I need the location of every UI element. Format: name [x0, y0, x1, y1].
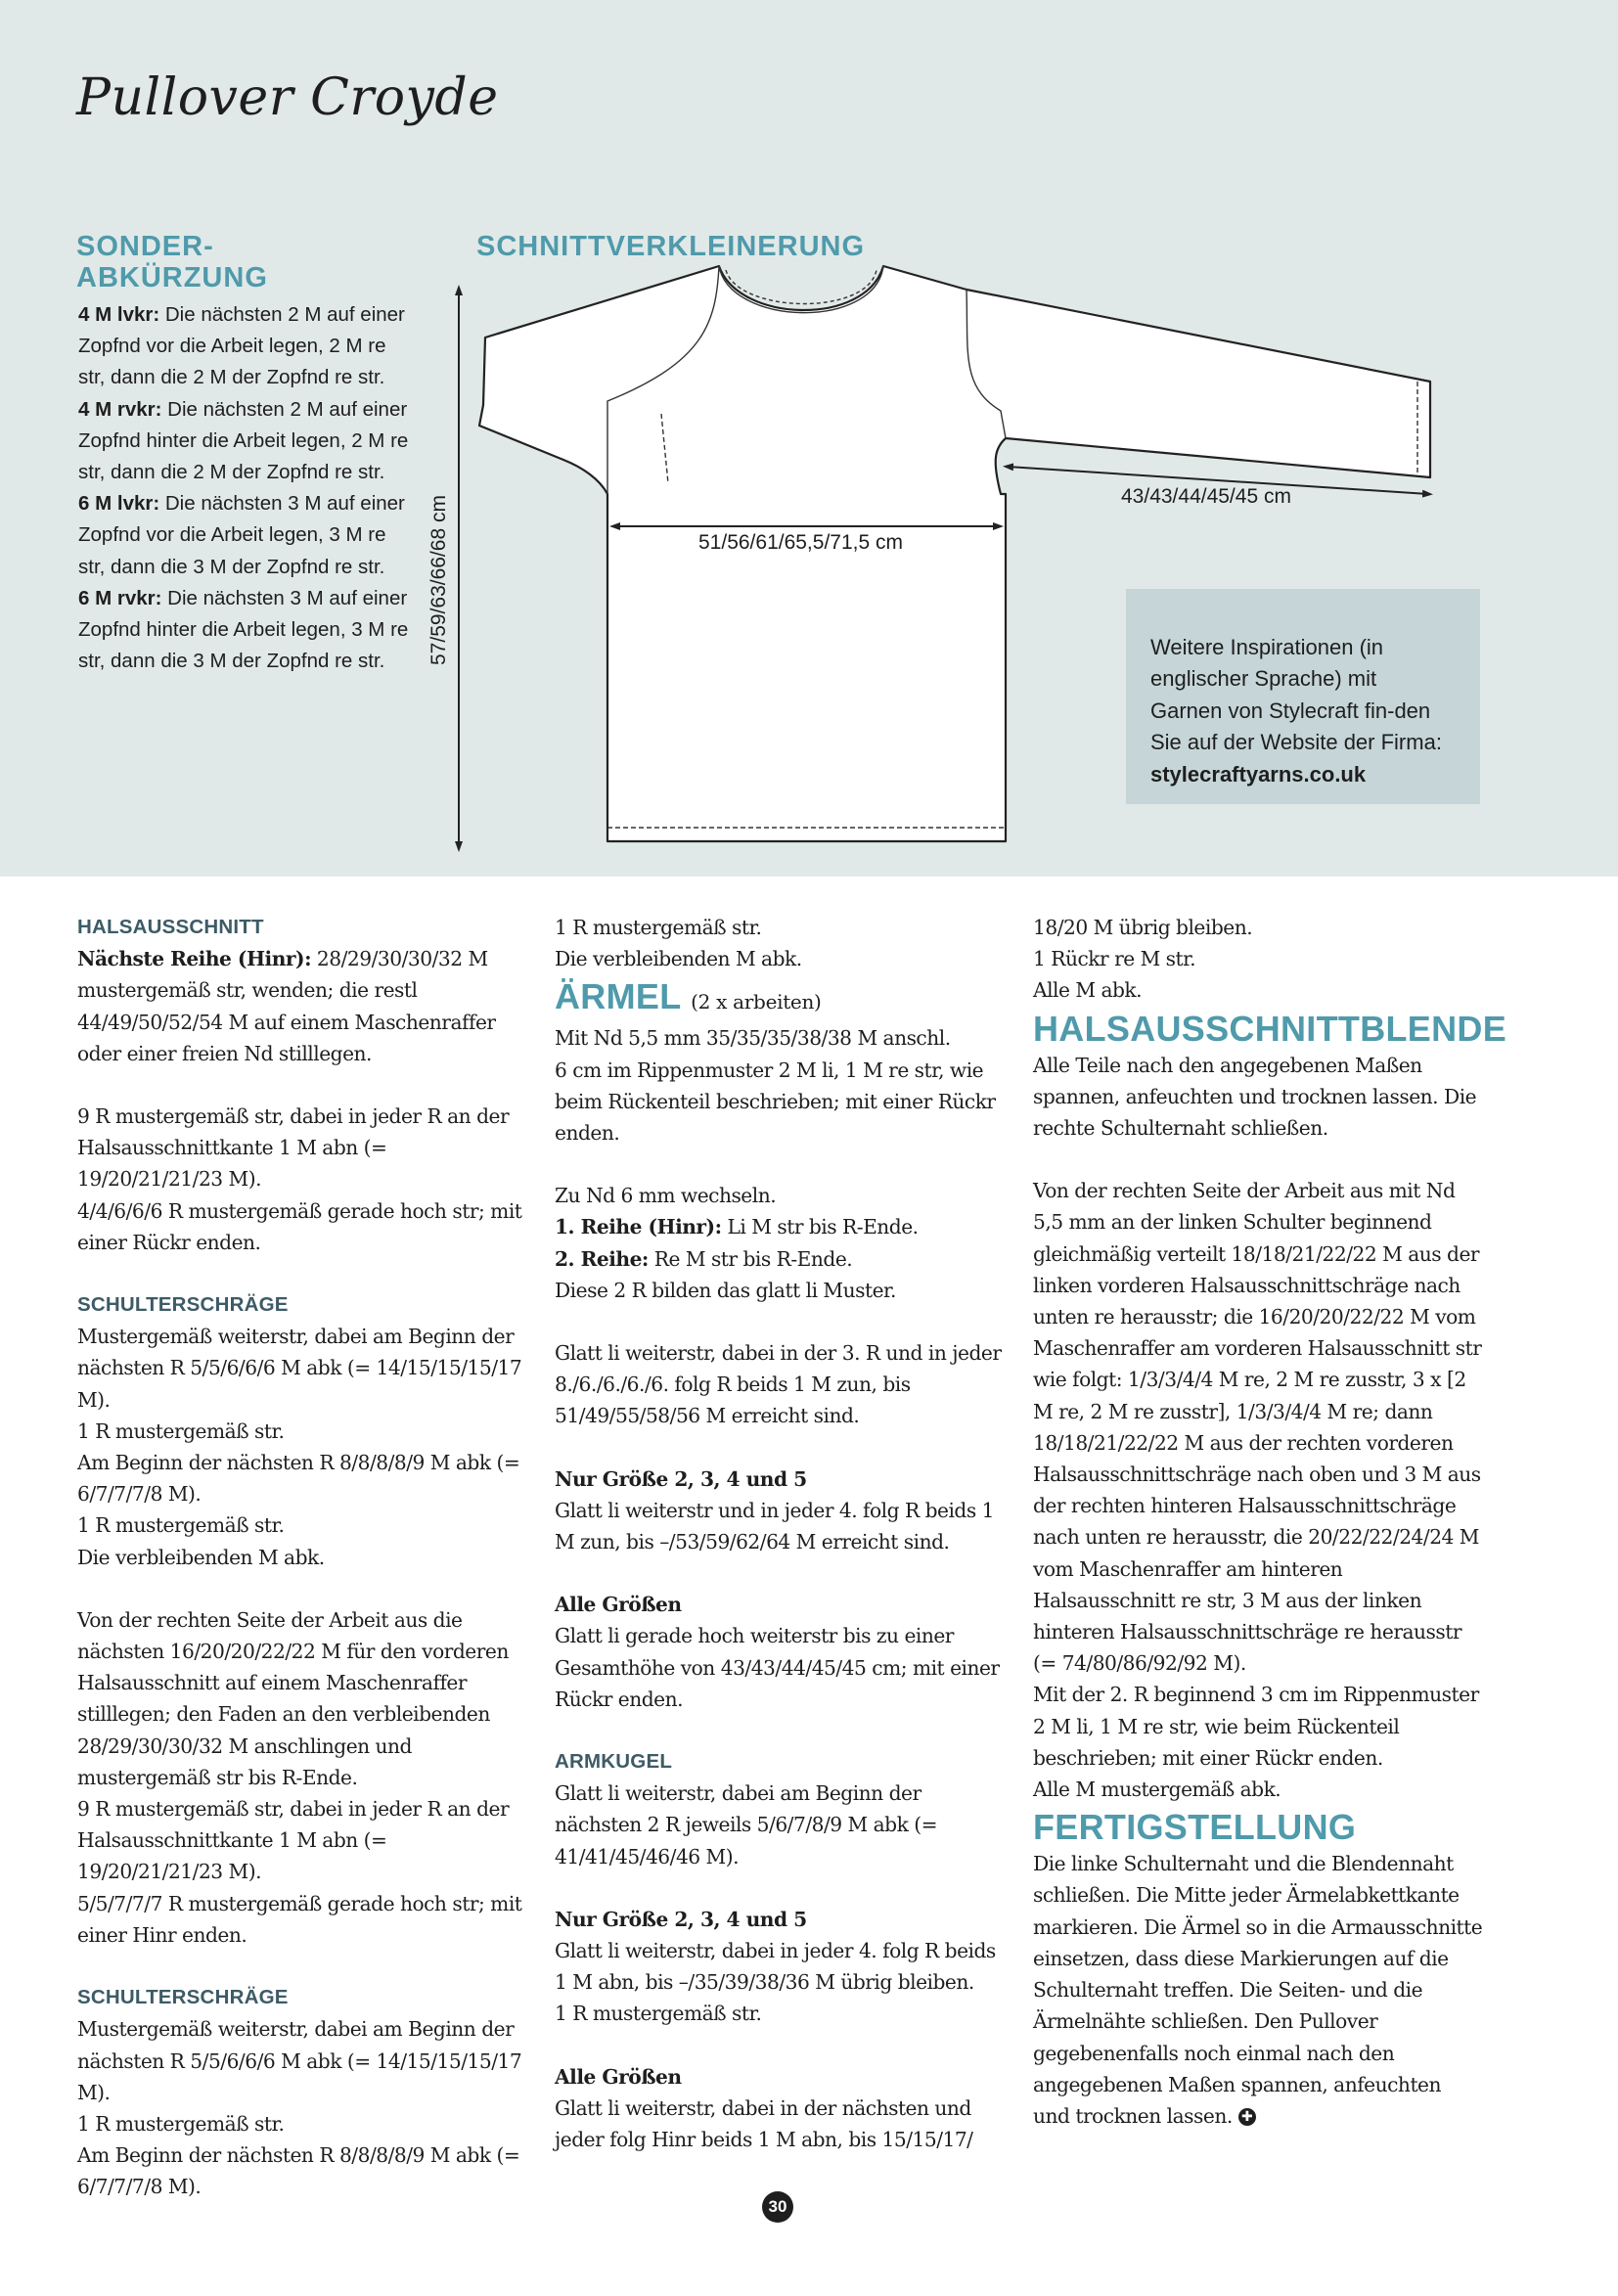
paragraph: Glatt li weiterstr und in jeder 4. folg R beids 1 M zun, bis –/53/59/62/64 M erreicht sind.: [555, 1498, 994, 1554]
promo-box: [1126, 589, 1480, 804]
paragraph: 9 R mustergemäß str, dabei in jeder R an der Halsausschnittkante 1 M abn (= 19/20/21/21/23 M).: [77, 1104, 510, 1192]
paragraph: 1 Rückr re M str.: [1033, 947, 1195, 971]
size-note: Nur Größe 2, 3, 4 und 5: [555, 1466, 807, 1491]
paragraph: 1. Reihe (Hinr): Li M str bis R-Ende.: [555, 1215, 919, 1239]
paragraph: Mustergemäß weiterstr, dabei am Beginn der nächsten R 5/5/6/6/6 M abk (= 14/15/15/15/17 M).: [77, 2017, 522, 2104]
end-of-pattern-icon: ✚: [1238, 2108, 1256, 2126]
abbreviation-term: 6 M lvkr:: [78, 492, 160, 516]
paragraph: Glatt li weiterstr, dabei in der 3. R und in jeder 8./6./6./6./6. folg R beids 1 M zun, bis 51/49/55/58/56 M erreicht sind.: [555, 1341, 1002, 1428]
paragraph: 1 R mustergemäß str.: [555, 916, 762, 939]
section-heading-neckband: HALSAUSSCHNITTBLENDE: [1033, 1008, 1507, 1049]
paragraph: Glatt li gerade hoch weiterstr bis zu einer Gesamthöhe von 43/43/44/45/45 cm; mit einer Rückr enden.: [555, 1624, 1000, 1711]
paragraph: Mustergemäß weiterstr, dabei am Beginn der nächsten R 5/5/6/6/6 M abk (= 14/15/15/15/17 M).: [77, 1325, 522, 1412]
section-heading-finishing: FERTIGSTELLUNG: [1033, 1807, 1357, 1848]
paragraph: Alle Teile nach den angegebenen Maßen spannen, anfeuchten und trocknen lassen. Die rechte Schulternaht schließen.: [1033, 1053, 1477, 1141]
section-heading-shoulder: SCHULTERSCHRÄGE: [77, 1986, 289, 2009]
abbreviation-text: Die nächsten 3 M auf einer Zopfnd hinter die Arbeit legen, 3 M re str, dann die 3 M der Zopfnd re str.: [78, 586, 409, 673]
section-heading-shoulder: SCHULTERSCHRÄGE: [77, 1293, 289, 1317]
paragraph: 5/5/7/7/7 R mustergemäß gerade hoch str; mit einer Hinr enden.: [77, 1891, 522, 1947]
abbreviation-text: Die nächsten 2 M auf einer Zopfnd hinter die Arbeit legen, 2 M re str, dann die 2 M der Zopfnd re str.: [78, 397, 409, 484]
paragraph: Glatt li weiterstr, dabei in jeder 4. folg R beids 1 M abn, bis –/35/39/38/36 M übrig bleiben.: [555, 1939, 996, 1995]
length-label: 57/59/63/66/68 cm: [427, 495, 450, 665]
paragraph: 1 R mustergemäß str.: [77, 1513, 285, 1538]
section-heading-sleeve: ÄRMEL (2 x arbeiten): [555, 976, 822, 1017]
page-title: Pullover Croyde: [76, 68, 499, 127]
paragraph: 6 cm im Rippenmuster 2 M li, 1 M re str, wie beim Rückenteil beschrieben; mit einer Rückr enden.: [555, 1058, 996, 1146]
paragraph: Alle M abk.: [1033, 978, 1143, 1003]
paragraph: Zu Nd 6 mm wechseln.: [555, 1184, 777, 1208]
promo-link[interactable]: stylecraftyarns.co.uk: [1150, 761, 1367, 787]
abbreviation-term: 6 M rvkr:: [78, 586, 162, 609]
width-label: 51/56/61/65,5/71,5 cm: [698, 531, 903, 554]
abbreviation-text: Die nächsten 3 M auf einer Zopfnd vor die Arbeit legen, 3 M re str, dann die 3 M der Zopfnd re str.: [78, 492, 405, 578]
abbreviation-term: 4 M lvkr:: [78, 303, 160, 326]
section-heading-neck: HALSAUSSCHNITT: [77, 916, 264, 938]
page-number: 30: [762, 2191, 793, 2223]
column-2: [555, 912, 1005, 2155]
column-1: [77, 912, 527, 2203]
paragraph: Von der rechten Seite der Arbeit aus die nächsten 16/20/20/22/22 M für den vorderen Halsausschnitt auf einem Maschenraffer stilllegen; den Faden an den verbleibenden 28/29/30/30/32 M anschlingen und mustergemäß str bis R-Ende.: [77, 1607, 509, 1789]
paragraph: Die linke Schulternaht und die Blendennaht schließen. Die Mitte jeder Ärmelabkettkante markieren. Die Ärmel so in die Armausschnitte einsetzen, dass diese Markierungen auf die Schulternaht treffen. Die Seiten- und die Ärmelnähte schließen. Den Pullover gegebenenfalls noch einmal nach den angegebenen Maßen spannen, anfeuchten und trocknen lassen. ✚: [1033, 1852, 1483, 2128]
paragraph: Mit Nd 5,5 mm 35/35/35/38/38 M anschl.: [555, 1026, 951, 1051]
promo-text: Weitere Inspirationen (in englischer Sprache) mit Garnen von Stylecraft fin-den Sie auf der Website der Firma:: [1150, 635, 1442, 755]
size-note: Alle Größen: [555, 1593, 682, 1617]
paragraph: Die verbleibenden M abk.: [555, 947, 802, 971]
paragraph: Alle M mustergemäß abk.: [1033, 1778, 1281, 1802]
paragraph: 1 R mustergemäß str.: [555, 2002, 762, 2026]
column-3: [1033, 912, 1507, 2132]
paragraph: Die verbleibenden M abk.: [77, 1545, 325, 1569]
diagram-heading: SCHNITTVERKLEINERUNG: [476, 231, 866, 262]
paragraph: Diese 2 R bilden das glatt li Muster.: [555, 1278, 896, 1302]
paragraph: 2. Reihe: Re M str bis R-Ende.: [555, 1246, 853, 1271]
section-heading-cap: ARMKUGEL: [555, 1750, 673, 1774]
size-note: Alle Größen: [555, 2064, 682, 2089]
paragraph: 1 R mustergemäß str.: [77, 2111, 285, 2136]
abbreviations-heading: SONDER- ABKÜRZUNG: [76, 231, 268, 293]
paragraph: 1 R mustergemäß str.: [77, 1418, 285, 1443]
paragraph: Glatt li weiterstr, dabei in der nächsten und jeder folg Hinr beids 1 M abn, bis 15/15/17/: [555, 2095, 973, 2152]
size-note: Nur Größe 2, 3, 4 und 5: [555, 1907, 807, 1931]
sleeve-label: 43/43/44/45/45 cm: [1121, 485, 1291, 508]
paragraph: Glatt li weiterstr, dabei am Beginn der nächsten 2 R jeweils 5/6/7/8/9 M abk (= 41/41/45/46/46 M).: [555, 1781, 938, 1868]
paragraph: Am Beginn der nächsten R 8/8/8/8/9 M abk (= 6/7/7/7/8 M).: [77, 1451, 520, 1507]
paragraph: Am Beginn der nächsten R 8/8/8/8/9 M abk (= 6/7/7/7/8 M).: [77, 2143, 520, 2199]
paragraph: Nächste Reihe (Hinr): 28/29/30/30/32 M mustergemäß str, wenden; die restl 44/49/50/52/54 M auf einem Maschenraffer oder einer freien Nd stilllegen.: [77, 947, 496, 1065]
paragraph: 18/20 M übrig bleiben.: [1033, 916, 1253, 939]
paragraph: 4/4/6/6/6 R mustergemäß gerade hoch str; mit einer Rückr enden.: [77, 1198, 522, 1254]
paragraph: Mit der 2. R beginnend 3 cm im Rippenmuster 2 M li, 1 M re str, wie beim Rückenteil beschrieben; mit einer Rückr enden.: [1033, 1683, 1479, 1770]
paragraph: 9 R mustergemäß str, dabei in jeder R an der Halsausschnittkante 1 M abn (= 19/20/21/21/23 M).: [77, 1797, 510, 1884]
paragraph: Von der rechten Seite der Arbeit aus mit Nd 5,5 mm an der linken Schulter beginnend gleichmäßig verteilt 18/18/21/22/22 M aus der linken vorderen Halsausschnittschräge nach unten re herausstr; die 16/20/20/22/22 M vom Maschenraffer am vorderen Halsausschnitt str wie folgt: 1/3/3/4/4 M re, 2 M re zusstr, 3 x [2 M re, 2 M re zusstr], 1/3/3/4/4 M re; dann 18/18/21/22/22 M aus der rechten vorderen Halsausschnittschräge nach oben und 3 M aus der rechten hinteren Halsausschnittschräge nach unten re herausstr, die 20/22/22/24/24 M vom Maschenraffer am hinteren Halsausschnitt re str, 3 M aus der linken hinteren Halsausschnittschräge re herausstr (= 74/80/86/92/92 M).: [1033, 1179, 1482, 1676]
abbreviation-term: 4 M rvkr:: [78, 397, 162, 421]
abbreviation-text: Die nächsten 2 M auf einer Zopfnd vor die Arbeit legen, 2 M re str, dann die 2 M der Zopfnd re str.: [78, 303, 405, 389]
